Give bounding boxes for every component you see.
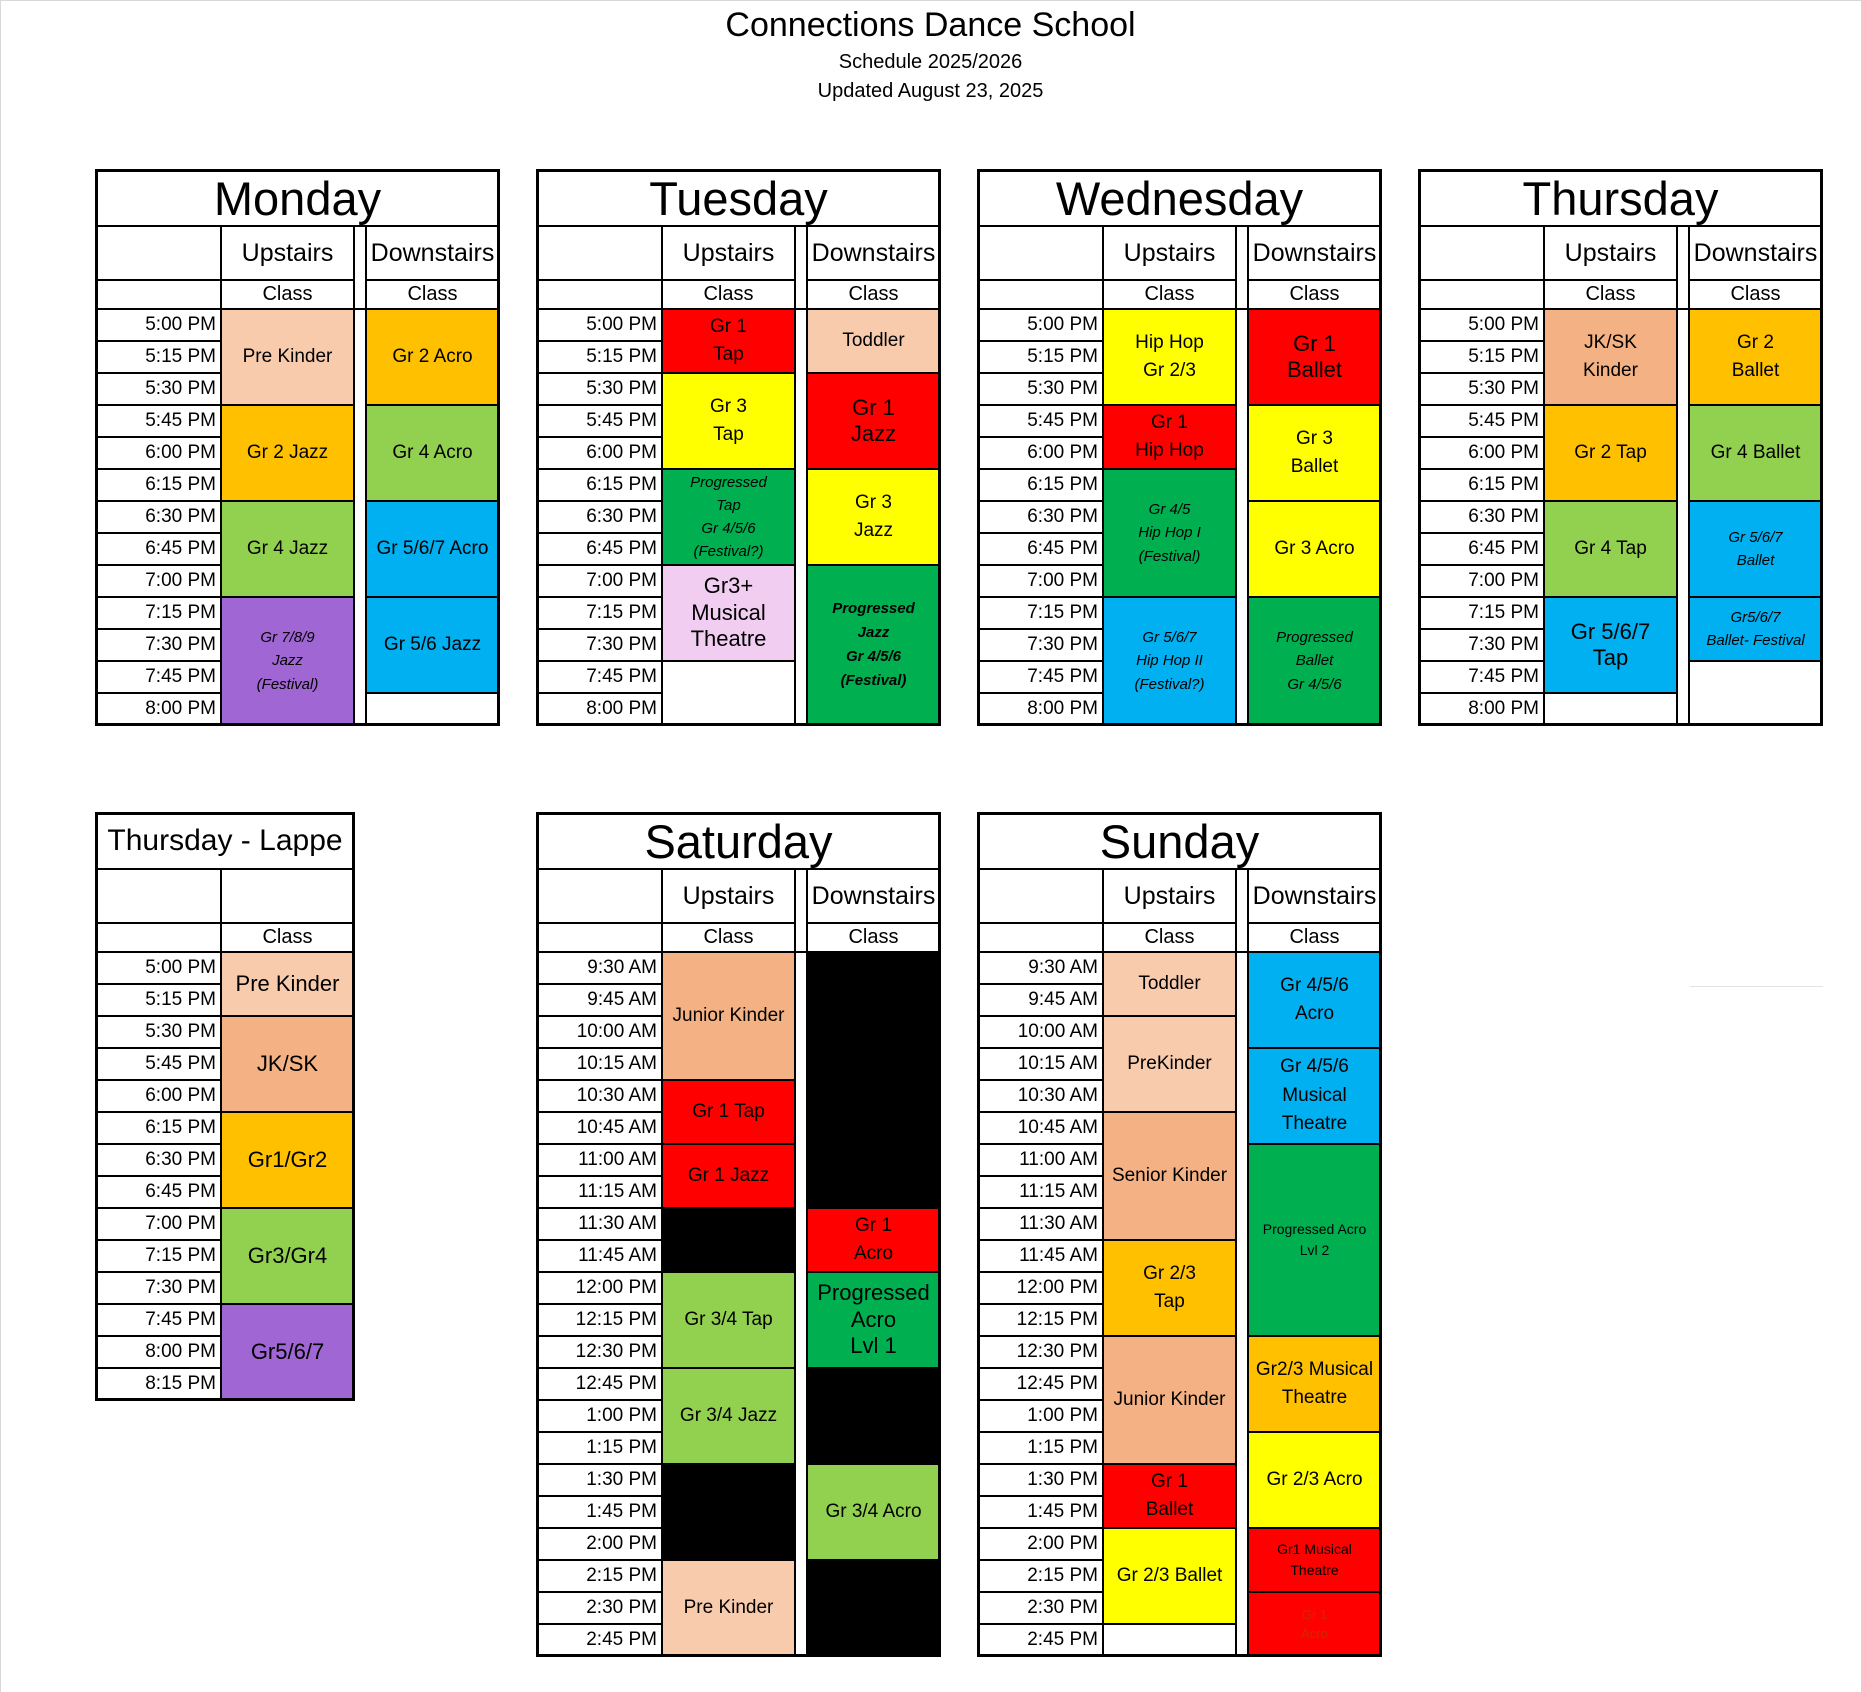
class-block-gr-4-tap[interactable]: Gr 4 Tap (1544, 501, 1677, 597)
class-block-toddler[interactable]: Toddler (807, 309, 940, 373)
time-slot: 7:00 PM (96, 565, 221, 597)
class-block-gr-1[interactable]: Gr 1 Acro (807, 1208, 940, 1272)
panel-border (95, 812, 355, 815)
panel-border (95, 169, 98, 726)
empty-slot (807, 1560, 940, 1656)
class-block-pre-kinder[interactable]: Pre Kinder (221, 952, 354, 1016)
downstairs-header: Downstairs (1689, 226, 1822, 280)
time-slot: 1:15 PM (537, 1432, 662, 1464)
time-slot: 6:45 PM (537, 533, 662, 565)
time-slot: 10:00 AM (978, 1016, 1103, 1048)
panel-border (1418, 169, 1421, 726)
time-slot: 6:00 PM (96, 1080, 221, 1112)
header-blank (1419, 226, 1544, 280)
time-slot: 10:15 AM (978, 1048, 1103, 1080)
class-label: Class (662, 280, 795, 309)
class-block-toddler[interactable]: Toddler (1103, 952, 1236, 1016)
time-slot: 9:30 AM (978, 952, 1103, 984)
time-slot: 11:30 AM (978, 1208, 1103, 1240)
time-slot: 7:30 PM (1419, 629, 1544, 661)
class-label: Class (807, 280, 940, 309)
empty-slot (662, 1208, 795, 1272)
class-block-senior-kinder[interactable]: Senior Kinder (1103, 1112, 1236, 1240)
class-block-gr-5-6-7-acro[interactable]: Gr 5/6/7 Acro (366, 501, 499, 597)
time-slot: 12:00 PM (978, 1272, 1103, 1304)
time-slot: 7:45 PM (978, 661, 1103, 693)
upstairs-header: Upstairs (1544, 226, 1677, 280)
time-slot: 8:00 PM (1419, 693, 1544, 725)
time-slot: 11:00 AM (537, 1144, 662, 1176)
time-slot: 6:30 PM (96, 501, 221, 533)
class-block-gr-4-ballet[interactable]: Gr 4 Ballet (1689, 405, 1822, 501)
time-slot: 2:45 PM (978, 1624, 1103, 1656)
gap-cell (795, 309, 807, 725)
gap-cell (1236, 952, 1248, 1656)
time-slot: 2:15 PM (978, 1560, 1103, 1592)
time-slot: 6:45 PM (1419, 533, 1544, 565)
class-block-pre-kinder[interactable]: Pre Kinder (662, 1560, 795, 1656)
time-slot: 5:30 PM (1419, 373, 1544, 405)
empty-slot (366, 693, 499, 725)
class-block-gr-1[interactable]: Gr 1 Tap (662, 309, 795, 373)
time-slot: 7:30 PM (978, 629, 1103, 661)
gap-cell (354, 309, 366, 725)
gap-cell (795, 869, 807, 952)
class-block-gr-3[interactable]: Gr 3 Tap (662, 373, 795, 469)
time-slot: 6:00 PM (537, 437, 662, 469)
time-slot: 7:45 PM (96, 661, 221, 693)
time-slot: 7:00 PM (1419, 565, 1544, 597)
upstairs-header: Upstairs (1103, 226, 1236, 280)
time-slot: 12:15 PM (537, 1304, 662, 1336)
panel-border (95, 169, 500, 172)
class-block-gr-1[interactable]: Gr 1 Ballet (1103, 1464, 1236, 1528)
time-slot: 5:15 PM (1419, 341, 1544, 373)
time-slot: 5:00 PM (978, 309, 1103, 341)
time-slot: 8:15 PM (96, 1368, 221, 1400)
time-slot: 6:30 PM (1419, 501, 1544, 533)
time-slot: 6:45 PM (96, 533, 221, 565)
class-block-jk-sk[interactable]: JK/SK Kinder (1544, 309, 1677, 405)
time-slot: 6:30 PM (96, 1144, 221, 1176)
class-blank (96, 280, 221, 309)
time-slot: 9:45 AM (537, 984, 662, 1016)
class-block-gr-3[interactable]: Gr 3 Ballet (1248, 405, 1381, 501)
day-header-tuesday: Tuesday (537, 170, 940, 226)
class-label: Class (807, 923, 940, 952)
class-block-jk-sk[interactable]: JK/SK (221, 1016, 354, 1112)
class-block-junior-kinder[interactable]: Junior Kinder (662, 952, 795, 1080)
time-slot: 2:00 PM (537, 1528, 662, 1560)
class-block-gr-4-acro[interactable]: Gr 4 Acro (366, 405, 499, 501)
time-slot: 5:00 PM (537, 309, 662, 341)
upstairs-header: Upstairs (221, 226, 354, 280)
time-slot: 5:45 PM (1419, 405, 1544, 437)
day-header-saturday: Saturday (537, 813, 940, 869)
panel-border (977, 1654, 1382, 1657)
panel-border (497, 169, 500, 726)
time-slot: 5:00 PM (96, 309, 221, 341)
class-label: Class (221, 280, 354, 309)
gap-cell (354, 226, 366, 309)
day-header-thursday: Thursday (1419, 170, 1822, 226)
panel-border (352, 812, 355, 1401)
time-slot: 12:45 PM (978, 1368, 1103, 1400)
time-slot: 5:15 PM (96, 984, 221, 1016)
panel-border (1418, 723, 1823, 726)
time-slot: 2:30 PM (978, 1592, 1103, 1624)
time-slot: 7:15 PM (96, 1240, 221, 1272)
time-slot: 6:45 PM (96, 1176, 221, 1208)
time-slot: 7:00 PM (978, 565, 1103, 597)
time-slot: 10:00 AM (537, 1016, 662, 1048)
time-slot: 8:00 PM (537, 693, 662, 725)
panel-border (95, 812, 98, 1401)
class-block-gr-1[interactable]: Gr 1 Ballet (1248, 309, 1381, 405)
panel-border (977, 169, 1382, 172)
class-blank (978, 280, 1103, 309)
gap-cell (1677, 309, 1689, 725)
class-block-gr5-6-7[interactable]: Gr5/6/7 (221, 1304, 354, 1400)
upstairs-header: Upstairs (662, 226, 795, 280)
class-blank (96, 923, 221, 952)
schedule-year: Schedule 2025/2026 (838, 51, 1023, 73)
header-blank (96, 226, 221, 280)
time-slot: 10:45 AM (978, 1112, 1103, 1144)
time-slot: 11:15 AM (537, 1176, 662, 1208)
class-block-gr-7-8-9[interactable]: Gr 7/8/9 Jazz (Festival) (221, 597, 354, 725)
gap-cell (1236, 226, 1248, 309)
class-block-gr-2[interactable]: Gr 2 Ballet (1689, 309, 1822, 405)
class-blank (537, 280, 662, 309)
time-slot: 6:15 PM (96, 469, 221, 501)
class-block-gr-2-jazz[interactable]: Gr 2 Jazz (221, 405, 354, 501)
time-slot: 6:15 PM (537, 469, 662, 501)
downstairs-header: Downstairs (1248, 226, 1381, 280)
day-header-sunday: Sunday (978, 813, 1381, 869)
panel-border (977, 169, 980, 726)
time-slot: 5:30 PM (96, 1016, 221, 1048)
class-block-gr-5-6-7[interactable]: Gr 5/6/7 Hip Hop II (Festival?) (1103, 597, 1236, 725)
empty-slot (1544, 693, 1677, 725)
class-blank (978, 923, 1103, 952)
class-blank (537, 923, 662, 952)
class-block-gr-4-jazz[interactable]: Gr 4 Jazz (221, 501, 354, 597)
time-slot: 10:30 AM (537, 1080, 662, 1112)
day-header-wednesday: Wednesday (978, 170, 1381, 226)
class-block-gr-3-acro[interactable]: Gr 3 Acro (1248, 501, 1381, 597)
header-blank (978, 226, 1103, 280)
divider (1690, 986, 1823, 987)
panel-border (536, 812, 539, 1657)
time-slot: 9:45 AM (978, 984, 1103, 1016)
class-block-hip-hop[interactable]: Hip Hop Gr 2/3 (1103, 309, 1236, 405)
time-slot: 5:30 PM (978, 373, 1103, 405)
class-block-gr-2-acro[interactable]: Gr 2 Acro (366, 309, 499, 405)
panel-border (1820, 169, 1823, 726)
class-block-gr-2-3[interactable]: Gr 2/3 Tap (1103, 1240, 1236, 1336)
time-slot: 8:00 PM (96, 1336, 221, 1368)
class-label: Class (662, 923, 795, 952)
time-slot: 7:15 PM (1419, 597, 1544, 629)
updated-date: Updated August 23, 2025 (817, 80, 1044, 102)
class-block-gr-4-5-6[interactable]: Gr 4/5/6 Acro (1248, 952, 1381, 1048)
time-slot: 5:15 PM (537, 341, 662, 373)
class-label: Class (1248, 923, 1381, 952)
class-block-gr-2-3-acro[interactable]: Gr 2/3 Acro (1248, 1432, 1381, 1528)
time-slot: 1:00 PM (978, 1400, 1103, 1432)
class-blank (1419, 280, 1544, 309)
class-block-gr-2-3-ballet[interactable]: Gr 2/3 Ballet (1103, 1528, 1236, 1624)
upstairs-header (221, 869, 354, 923)
time-slot: 7:00 PM (96, 1208, 221, 1240)
time-slot: 8:00 PM (978, 693, 1103, 725)
panel-border (977, 723, 1382, 726)
class-block-pre-kinder[interactable]: Pre Kinder (221, 309, 354, 405)
time-slot: 6:45 PM (978, 533, 1103, 565)
time-slot: 6:00 PM (96, 437, 221, 469)
empty-slot (662, 1464, 795, 1560)
class-block-gr1-musical[interactable]: Gr1 Musical Theatre (1248, 1528, 1381, 1592)
time-slot: 7:45 PM (96, 1304, 221, 1336)
gap-cell (1677, 226, 1689, 309)
time-slot: 12:45 PM (537, 1368, 662, 1400)
time-slot: 6:30 PM (978, 501, 1103, 533)
time-slot: 7:45 PM (537, 661, 662, 693)
class-block-gr3[interactable]: Gr3+ Musical Theatre (662, 565, 795, 661)
class-block-gr-1[interactable]: Gr 1 Jazz (807, 373, 940, 469)
class-block-gr-3-4-jazz[interactable]: Gr 3/4 Jazz (662, 1368, 795, 1464)
time-slot: 9:30 AM (537, 952, 662, 984)
time-slot: 11:30 AM (537, 1208, 662, 1240)
class-block-gr-2-tap[interactable]: Gr 2 Tap (1544, 405, 1677, 501)
time-slot: 1:30 PM (537, 1464, 662, 1496)
time-slot: 1:45 PM (537, 1496, 662, 1528)
time-slot: 5:45 PM (537, 405, 662, 437)
gap-cell (795, 226, 807, 309)
time-slot: 12:00 PM (537, 1272, 662, 1304)
time-slot: 7:15 PM (978, 597, 1103, 629)
time-slot: 2:30 PM (537, 1592, 662, 1624)
panel-border (1379, 169, 1382, 726)
class-label: Class (1103, 923, 1236, 952)
time-slot: 6:30 PM (537, 501, 662, 533)
header-blank (537, 226, 662, 280)
empty-slot (807, 952, 940, 1208)
header-blank (96, 869, 221, 923)
time-slot: 5:15 PM (96, 341, 221, 373)
class-label: Class (1544, 280, 1677, 309)
panel-border (536, 1654, 941, 1657)
day-header-monday: Monday (96, 170, 499, 226)
class-label: Class (221, 923, 354, 952)
downstairs-header: Downstairs (807, 226, 940, 280)
time-slot: 8:00 PM (96, 693, 221, 725)
gap-cell (1236, 309, 1248, 725)
downstairs-header: Downstairs (807, 869, 940, 923)
day-header-thursday-lappe: Thursday - Lappe (96, 813, 354, 869)
class-block-junior-kinder[interactable]: Junior Kinder (1103, 1336, 1236, 1464)
time-slot: 6:00 PM (978, 437, 1103, 469)
panel-border (938, 169, 941, 726)
class-block-gr5-6-7[interactable]: Gr5/6/7 Ballet- Festival (1689, 597, 1822, 661)
class-block-gr-4-5-6[interactable]: Gr 4/5/6 Musical Theatre (1248, 1048, 1381, 1144)
class-block-gr1-gr2[interactable]: Gr1/Gr2 (221, 1112, 354, 1208)
time-slot: 1:45 PM (978, 1496, 1103, 1528)
panel-border (977, 812, 980, 1657)
empty-slot (807, 1368, 940, 1464)
class-block-gr3-gr4[interactable]: Gr3/Gr4 (221, 1208, 354, 1304)
time-slot: 5:15 PM (978, 341, 1103, 373)
time-slot: 6:15 PM (978, 469, 1103, 501)
upstairs-header: Upstairs (662, 869, 795, 923)
time-slot: 7:15 PM (96, 597, 221, 629)
panel-border (536, 169, 539, 726)
time-slot: 1:30 PM (978, 1464, 1103, 1496)
time-slot: 11:45 AM (978, 1240, 1103, 1272)
class-block-gr-1[interactable]: Gr 1 Hip Hop (1103, 405, 1236, 469)
class-block-gr-3-4-tap[interactable]: Gr 3/4 Tap (662, 1272, 795, 1368)
class-block-progressed-acro[interactable]: Progressed Acro Lvl 2 (1248, 1144, 1381, 1336)
panel-border (95, 1398, 355, 1401)
header-blank (537, 869, 662, 923)
gap-cell (1236, 869, 1248, 952)
time-slot: 11:45 AM (537, 1240, 662, 1272)
page-title: Connections Dance School (725, 6, 1136, 44)
class-block-gr-5-6-jazz[interactable]: Gr 5/6 Jazz (366, 597, 499, 693)
time-slot: 2:15 PM (537, 1560, 662, 1592)
time-slot: 5:45 PM (978, 405, 1103, 437)
class-block-progressed[interactable]: Progressed Acro Lvl 1 (807, 1272, 940, 1368)
class-block-gr-1-tap[interactable]: Gr 1 Tap (662, 1080, 795, 1144)
time-slot: 10:30 AM (978, 1080, 1103, 1112)
time-slot: 7:15 PM (537, 597, 662, 629)
panel-border (938, 812, 941, 1657)
panel-border (536, 723, 941, 726)
class-block-prekinder[interactable]: PreKinder (1103, 1016, 1236, 1112)
class-block-gr-1[interactable]: Gr 1 Acro (1248, 1592, 1381, 1656)
class-label: Class (1248, 280, 1381, 309)
panel-border (536, 812, 941, 815)
class-block-gr-4-5[interactable]: Gr 4/5 Hip Hop I (Festival) (1103, 469, 1236, 597)
class-block-gr-3[interactable]: Gr 3 Jazz (807, 469, 940, 565)
time-slot: 5:00 PM (1419, 309, 1544, 341)
time-slot: 11:15 AM (978, 1176, 1103, 1208)
panel-border (536, 169, 941, 172)
time-slot: 12:15 PM (978, 1304, 1103, 1336)
downstairs-header: Downstairs (366, 226, 499, 280)
time-slot: 2:00 PM (978, 1528, 1103, 1560)
class-block-progressed[interactable]: Progressed Tap Gr 4/5/6 (Festival?) (662, 469, 795, 565)
time-slot: 5:45 PM (96, 405, 221, 437)
panel-border (977, 812, 1382, 815)
time-slot: 6:15 PM (1419, 469, 1544, 501)
time-slot: 12:30 PM (978, 1336, 1103, 1368)
class-label: Class (1689, 280, 1822, 309)
class-block-gr-5-6-7[interactable]: Gr 5/6/7 Ballet (1689, 501, 1822, 597)
class-block-gr2-3-musical[interactable]: Gr2/3 Musical Theatre (1248, 1336, 1381, 1432)
time-slot: 5:30 PM (537, 373, 662, 405)
gap-cell (795, 952, 807, 1656)
time-slot: 5:30 PM (96, 373, 221, 405)
time-slot: 1:00 PM (537, 1400, 662, 1432)
time-slot: 12:30 PM (537, 1336, 662, 1368)
time-slot: 5:45 PM (96, 1048, 221, 1080)
panel-border (1379, 812, 1382, 1657)
downstairs-header: Downstairs (1248, 869, 1381, 923)
class-block-progressed[interactable]: Progressed Ballet Gr 4/5/6 (1248, 597, 1381, 725)
time-slot: 6:00 PM (1419, 437, 1544, 469)
panel-border (95, 723, 500, 726)
class-block-gr-5-6-7[interactable]: Gr 5/6/7 Tap (1544, 597, 1677, 693)
class-label: Class (1103, 280, 1236, 309)
time-slot: 7:30 PM (96, 1272, 221, 1304)
time-slot: 2:45 PM (537, 1624, 662, 1656)
time-slot: 10:45 AM (537, 1112, 662, 1144)
time-slot: 11:00 AM (978, 1144, 1103, 1176)
empty-slot (1103, 1624, 1236, 1656)
empty-slot (1689, 661, 1822, 725)
class-label: Class (366, 280, 499, 309)
time-slot: 5:00 PM (96, 952, 221, 984)
class-block-gr-1-jazz[interactable]: Gr 1 Jazz (662, 1144, 795, 1208)
time-slot: 7:00 PM (537, 565, 662, 597)
panel-border (1418, 169, 1823, 172)
time-slot: 6:15 PM (96, 1112, 221, 1144)
header-blank (978, 869, 1103, 923)
class-block-gr-3-4-acro[interactable]: Gr 3/4 Acro (807, 1464, 940, 1560)
time-slot: 7:45 PM (1419, 661, 1544, 693)
empty-slot (662, 661, 795, 725)
time-slot: 7:30 PM (96, 629, 221, 661)
class-block-progressed[interactable]: Progressed Jazz Gr 4/5/6 (Festival) (807, 565, 940, 725)
time-slot: 10:15 AM (537, 1048, 662, 1080)
time-slot: 7:30 PM (537, 629, 662, 661)
time-slot: 1:15 PM (978, 1432, 1103, 1464)
upstairs-header: Upstairs (1103, 869, 1236, 923)
